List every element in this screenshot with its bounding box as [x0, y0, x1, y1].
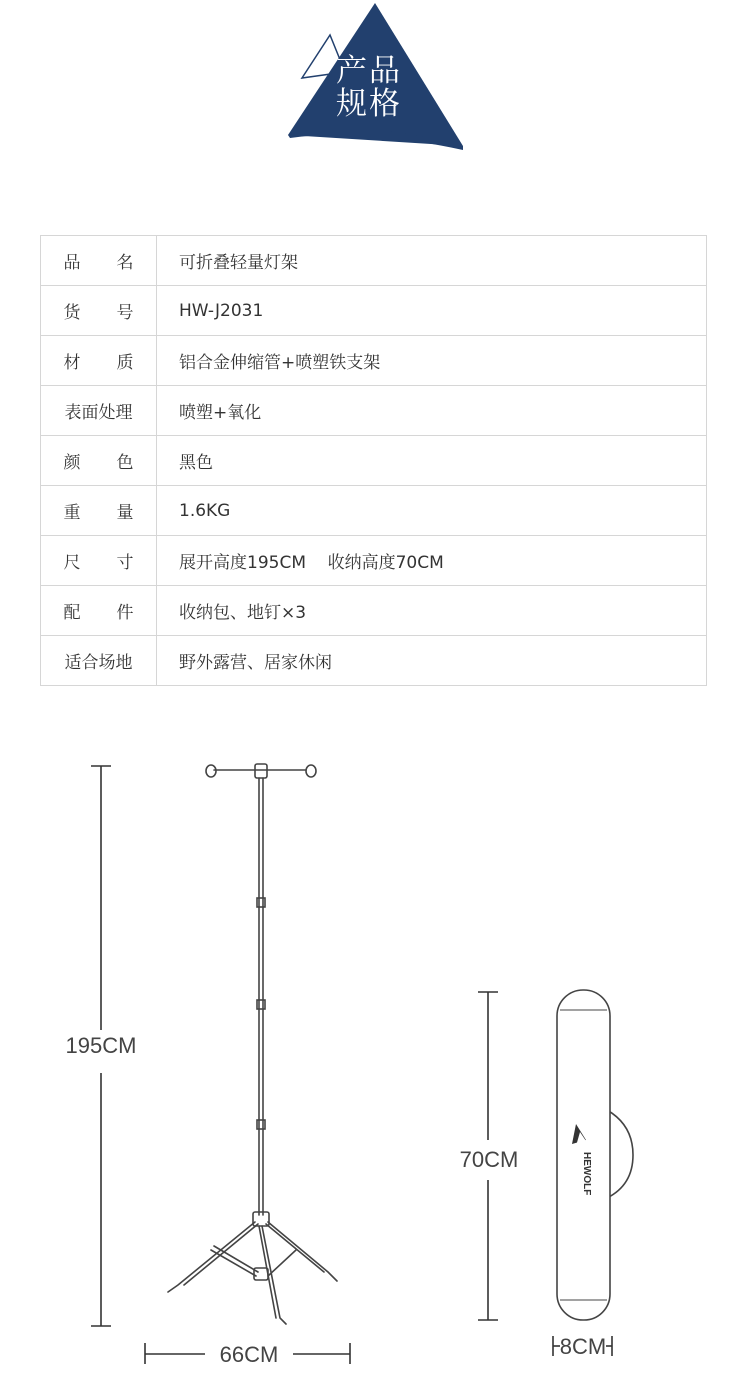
spec-label-cell — [41, 586, 170, 636]
spec-label-cell — [41, 236, 170, 286]
spec-row — [41, 386, 707, 436]
spec-label: 配件 — [63, 603, 170, 623]
spec-label: 货号 — [63, 303, 170, 323]
spec-value: 黑色 — [157, 436, 707, 486]
spec-row — [41, 336, 707, 386]
spec-table — [40, 235, 707, 686]
spec-value: HW-J2031 — [157, 286, 707, 336]
spec-label-cell — [41, 636, 157, 686]
spec-label: 尺寸 — [63, 553, 170, 573]
bag-brand-text: HEWOLF — [581, 1152, 592, 1196]
bag-width-label: 8CM — [559, 1334, 607, 1359]
badge-title-line2: 规格 — [336, 86, 402, 122]
spec-value: 野外露营、居家休闲 — [157, 636, 707, 686]
spec-label: 重量 — [63, 503, 170, 523]
spec-value: 收纳包、地钉×3 — [157, 586, 707, 636]
spec-row — [41, 286, 707, 336]
spec-row — [41, 636, 707, 686]
spec-label-cell — [41, 486, 170, 536]
spec-row — [41, 486, 707, 536]
spec-label-cell — [41, 286, 170, 336]
badge-title-line1: 产品 — [336, 53, 402, 89]
spec-value: 铝合金伸缩管+喷塑铁支架 — [157, 336, 707, 386]
product-dimension-diagram — [0, 700, 750, 1399]
bag-height-label: 70CM — [459, 1147, 519, 1172]
spec-label: 材质 — [63, 353, 170, 373]
spec-row — [41, 536, 707, 586]
spec-value: 展开高度195CM 收纳高度70CM — [157, 536, 707, 586]
spec-label-cell — [41, 386, 157, 436]
stand-width-label: 66CM — [219, 1342, 279, 1367]
spec-value: 喷塑+氧化 — [157, 386, 707, 436]
spec-label: 适合场地 — [64, 653, 133, 673]
spec-label: 表面处理 — [64, 403, 133, 423]
spec-row — [41, 436, 707, 486]
spec-value: 1.6KG — [157, 486, 707, 536]
spec-row — [41, 236, 707, 286]
stand-height-label: 195CM — [65, 1033, 137, 1058]
spec-value: 可折叠轻量灯架 — [157, 236, 707, 286]
spec-label: 颜色 — [63, 453, 170, 473]
spec-label-cell — [41, 336, 170, 386]
light-stand-drawing — [168, 764, 337, 1324]
badge-title — [336, 55, 416, 121]
spec-label: 品名 — [63, 253, 170, 273]
spec-row — [41, 586, 707, 636]
storage-bag-drawing — [557, 990, 633, 1320]
spec-label-cell — [41, 536, 170, 586]
spec-label-cell — [41, 436, 170, 486]
